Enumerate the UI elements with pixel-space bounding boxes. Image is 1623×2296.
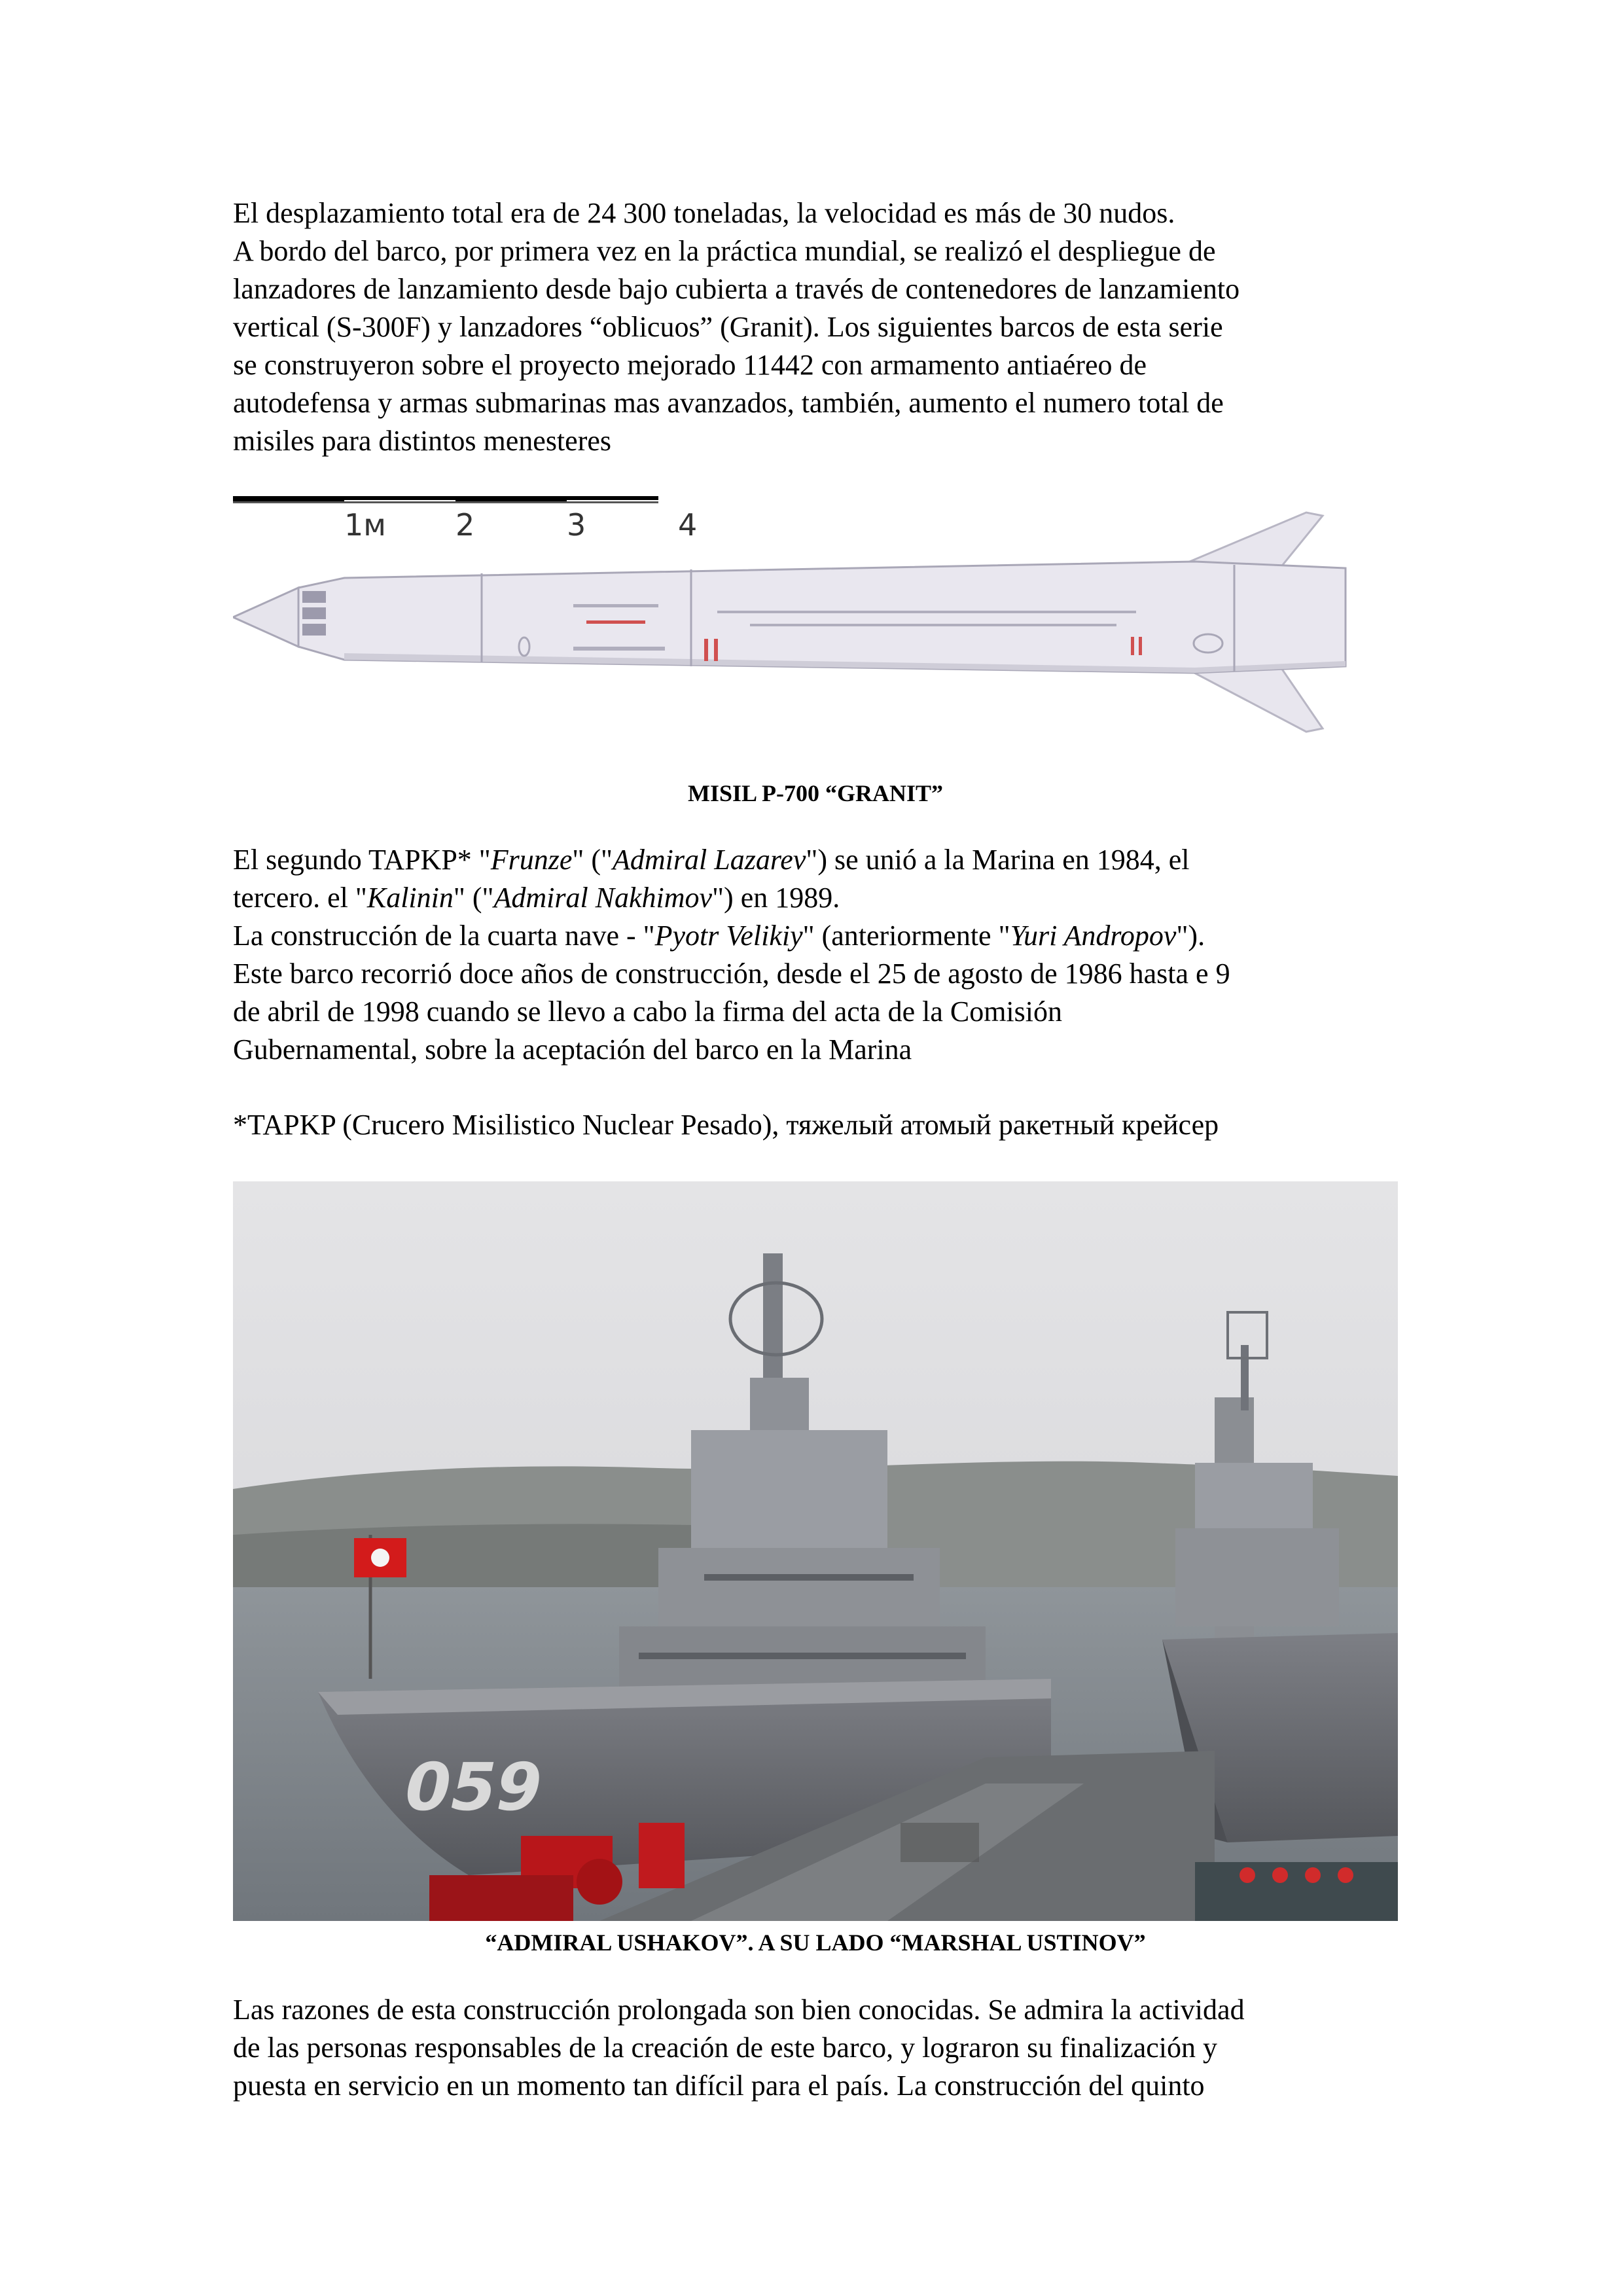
text-run: La construcción de la cuarta nave - ": [233, 920, 655, 952]
text-run: ") en 1989.: [712, 882, 840, 914]
missile-caption: MISIL P-700 “GRANIT”: [687, 780, 944, 806]
text-run: El segundo TAPKP* ": [233, 844, 491, 876]
missile-illustration: [233, 490, 1385, 751]
footnote: [233, 1106, 1404, 1144]
scale-bar: [233, 496, 658, 503]
text-line: autodefensa y armas submarinas mas avanzados, también, aumento el numero total de: [233, 387, 1224, 419]
paragraph-closing: [233, 1991, 1404, 2105]
scale-label-3: 3: [567, 507, 586, 543]
text-run: " (anteriormente ": [802, 920, 1010, 952]
hull-number: 059: [397, 1749, 550, 1825]
text-line: Este barco recorrió doce años de construcción, desde el 25 de agosto de 1986 hasta e 9: [233, 958, 1230, 990]
photo-caption: “ADMIRAL USHAKOV”. A SU LADO “MARSHAL USTINOV”: [485, 1929, 1146, 1956]
scale-label-2: 2: [455, 507, 475, 543]
footnote-text: *TAPKP (Crucero Misilistico Nuclear Pesado), тяжелый атомый ракетный крейсер: [233, 1109, 1219, 1141]
paragraph-ships: [233, 841, 1404, 1069]
text-run: " (": [572, 844, 613, 876]
text-line: de abril de 1998 cuando se llevo a cabo la firma del acta de la Comisión: [233, 996, 1062, 1028]
text-line: [233, 917, 1404, 955]
missile-body: [233, 512, 1346, 732]
scale-label-1: 1м: [344, 507, 386, 543]
scale-label-4: 4: [678, 507, 698, 543]
paragraph-intro: [233, 194, 1404, 460]
ship-name-pyotr-velikiy: Pyotr Velikiy: [654, 920, 803, 952]
text-line: A bordo del barco, por primera vez en la práctica mundial, se realizó el despliegue de: [233, 235, 1216, 267]
text-run: ") se unió a la Marina en 1984, el: [806, 844, 1190, 876]
text-line: vertical (S-300F) y lanzadores “oblicuos” (Granit). Los siguientes barcos de esta serie: [233, 311, 1223, 343]
text-line: puesta en servicio en un momento tan difícil para el país. La construcción del quinto: [233, 2070, 1205, 2102]
ship-name-admiral-lazarev: Admiral Lazarev: [613, 844, 806, 876]
ship-name-admiral-nakhimov: Admiral Nakhimov: [493, 882, 713, 914]
ship-name-frunze: Frunze: [490, 844, 573, 876]
tugboat: [1195, 1862, 1398, 1921]
text-run: " (": [453, 882, 494, 914]
text-line: lanzadores de lanzamiento desde bajo cubierta a través de contenedores de lanzamiento: [233, 273, 1240, 305]
text-line: El desplazamiento total era de 24 300 toneladas, la velocidad es más de 30 nudos.: [233, 197, 1175, 229]
text-line: se construyeron sobre el proyecto mejorado 11442 con armamento antiaéreo de: [233, 349, 1147, 381]
text-run: tercero. el ": [233, 882, 367, 914]
ship-name-kalinin: Kalinin: [366, 882, 454, 914]
text-line: de las personas responsables de la creación de este barco, y lograron su finalización y: [233, 2032, 1217, 2064]
ship-name-yuri-andropov: Yuri Andropov: [1010, 920, 1177, 952]
text-line: Las razones de esta construcción prolongada son bien conocidas. Se admira la actividad: [233, 1994, 1245, 2026]
text-line: Gubernamental, sobre la aceptación del barco en la Marina: [233, 1033, 912, 1066]
text-run: ").: [1176, 920, 1205, 952]
text-line: [233, 841, 1404, 879]
text-line: [233, 879, 1404, 917]
text-line: misiles para distintos menesteres: [233, 425, 611, 457]
ships-photo: [233, 1181, 1398, 1921]
